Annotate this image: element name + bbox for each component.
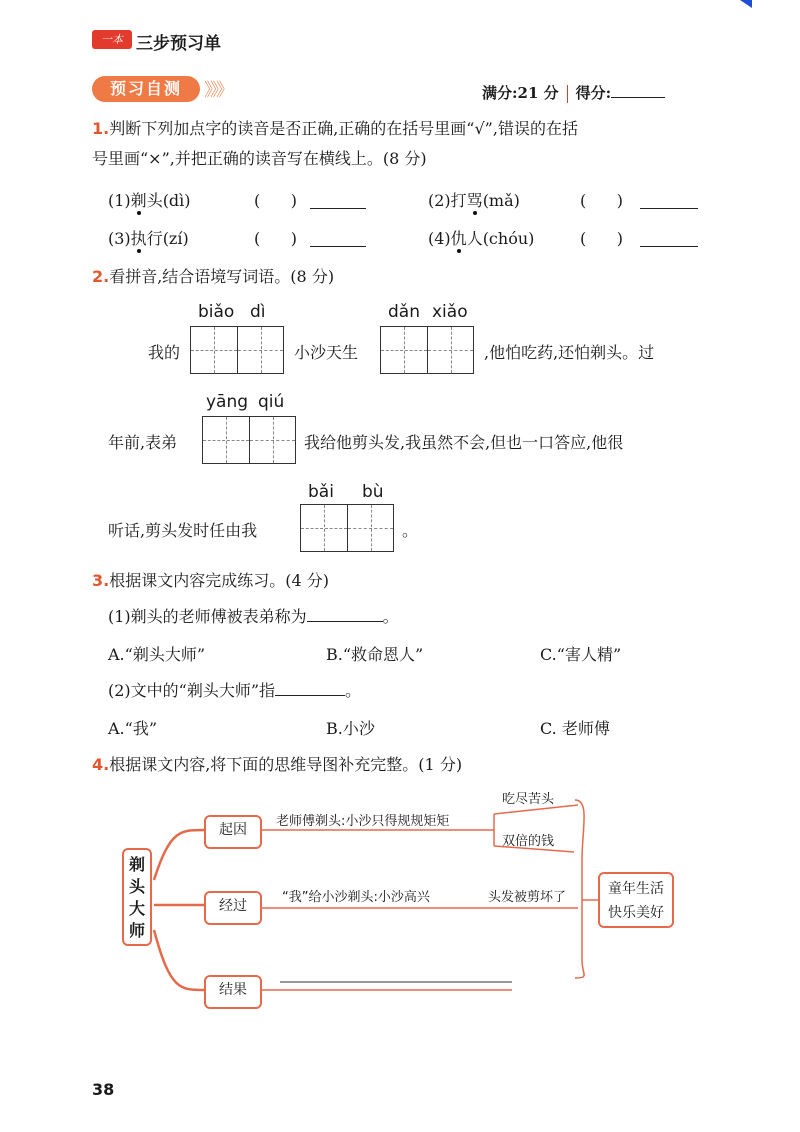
mindmap-summary: 童年生活 快乐美好 [598,872,674,928]
pinyin: dǎn [388,302,420,322]
sentence-text: 我的 [148,343,181,362]
sentence-text: 我给他剪头发,我虽然不会,但也一口答应,他很 [304,433,624,452]
q1-item-4: (4)仇人(chóu) ( ) [428,224,534,254]
question-3: 3.根据课文内容完成练习。(4 分) [92,571,329,590]
mindmap-process-text: “我”给小沙剃头:小沙高兴 [282,890,430,905]
question-4: 4.根据课文内容,将下面的思维导图补充完整。(1 分) [92,755,463,774]
sentence-text: 。 [402,521,419,540]
score-label: 得分: [575,84,612,102]
q3-option-a[interactable]: A.“我” [108,719,158,738]
q3-sub-1: (1)剃头的老师傅被表弟称为 。 [108,607,399,626]
pinyin: yāng [206,392,249,412]
q1-item-3: (3)执行(zí) ( ) [108,224,189,254]
brand-logo: 一本 [92,30,132,49]
sentence-text: 听话,剪头发时任由我 [108,521,258,540]
q3-sub-2: (2)文中的“剃头大师”指 。 [108,681,362,700]
preview-badge: 预习自测 [92,76,200,102]
mindmap-branch-process: 经过 [204,891,262,925]
full-score: 满分:21 分 [482,84,559,102]
mindmap-process-text: 头发被剪坏了 [488,890,567,905]
q1-text-line2: 号里画“×”,并把正确的读音写在横线上。(8 分) [92,149,427,168]
mindmap-center: 剃头大师 [122,848,152,946]
sentence-text: ,他怕吃药,还怕剃头。过 [484,343,655,362]
page-number: 38 [92,1080,115,1099]
chevron-right-icon: 》》》 [204,80,231,101]
q3-option-a[interactable]: A.“剃头大师” [108,645,206,664]
mindmap-cause-text: 老师傅剃头:小沙只得规规矩矩 [276,814,450,829]
mindmap-leaf: 双倍的钱 [502,834,555,849]
sentence-text: 小沙天生 [294,343,359,362]
q1-number: 1. [92,119,110,138]
q3-option-c[interactable]: C. 老师傅 [540,719,610,738]
q1-text-line1: 判断下列加点字的读音是否正确,正确的在括号里画“√”,错误的在括 [109,119,578,138]
sentence-text: 年前,表弟 [108,433,178,452]
q3-option-c[interactable]: C.“害人精” [540,645,622,664]
q3-option-b[interactable]: B.“救命恩人” [326,645,424,664]
mindmap-branch-cause: 起因 [204,815,262,849]
header-title: 三步预习单 [136,34,221,54]
pinyin: bǎi [308,482,334,502]
pinyin: bù [362,482,384,502]
pinyin: dì [250,302,266,322]
pinyin: qiú [258,392,285,412]
q1-item-2: (2)打骂(mǎ) ( ) [428,186,520,216]
pinyin: biǎo [198,302,235,322]
question-2: 2.看拼音,结合语境写词语。(8 分) [92,267,335,286]
mindmap-leaf: 吃尽苦头 [502,792,555,807]
q3-option-b[interactable]: B.小沙 [326,719,375,738]
mindmap-branch-result: 结果 [204,975,262,1009]
q1-item-1: (1)剃头(dì) ( ) [108,186,191,216]
pinyin: xiǎo [432,302,468,322]
